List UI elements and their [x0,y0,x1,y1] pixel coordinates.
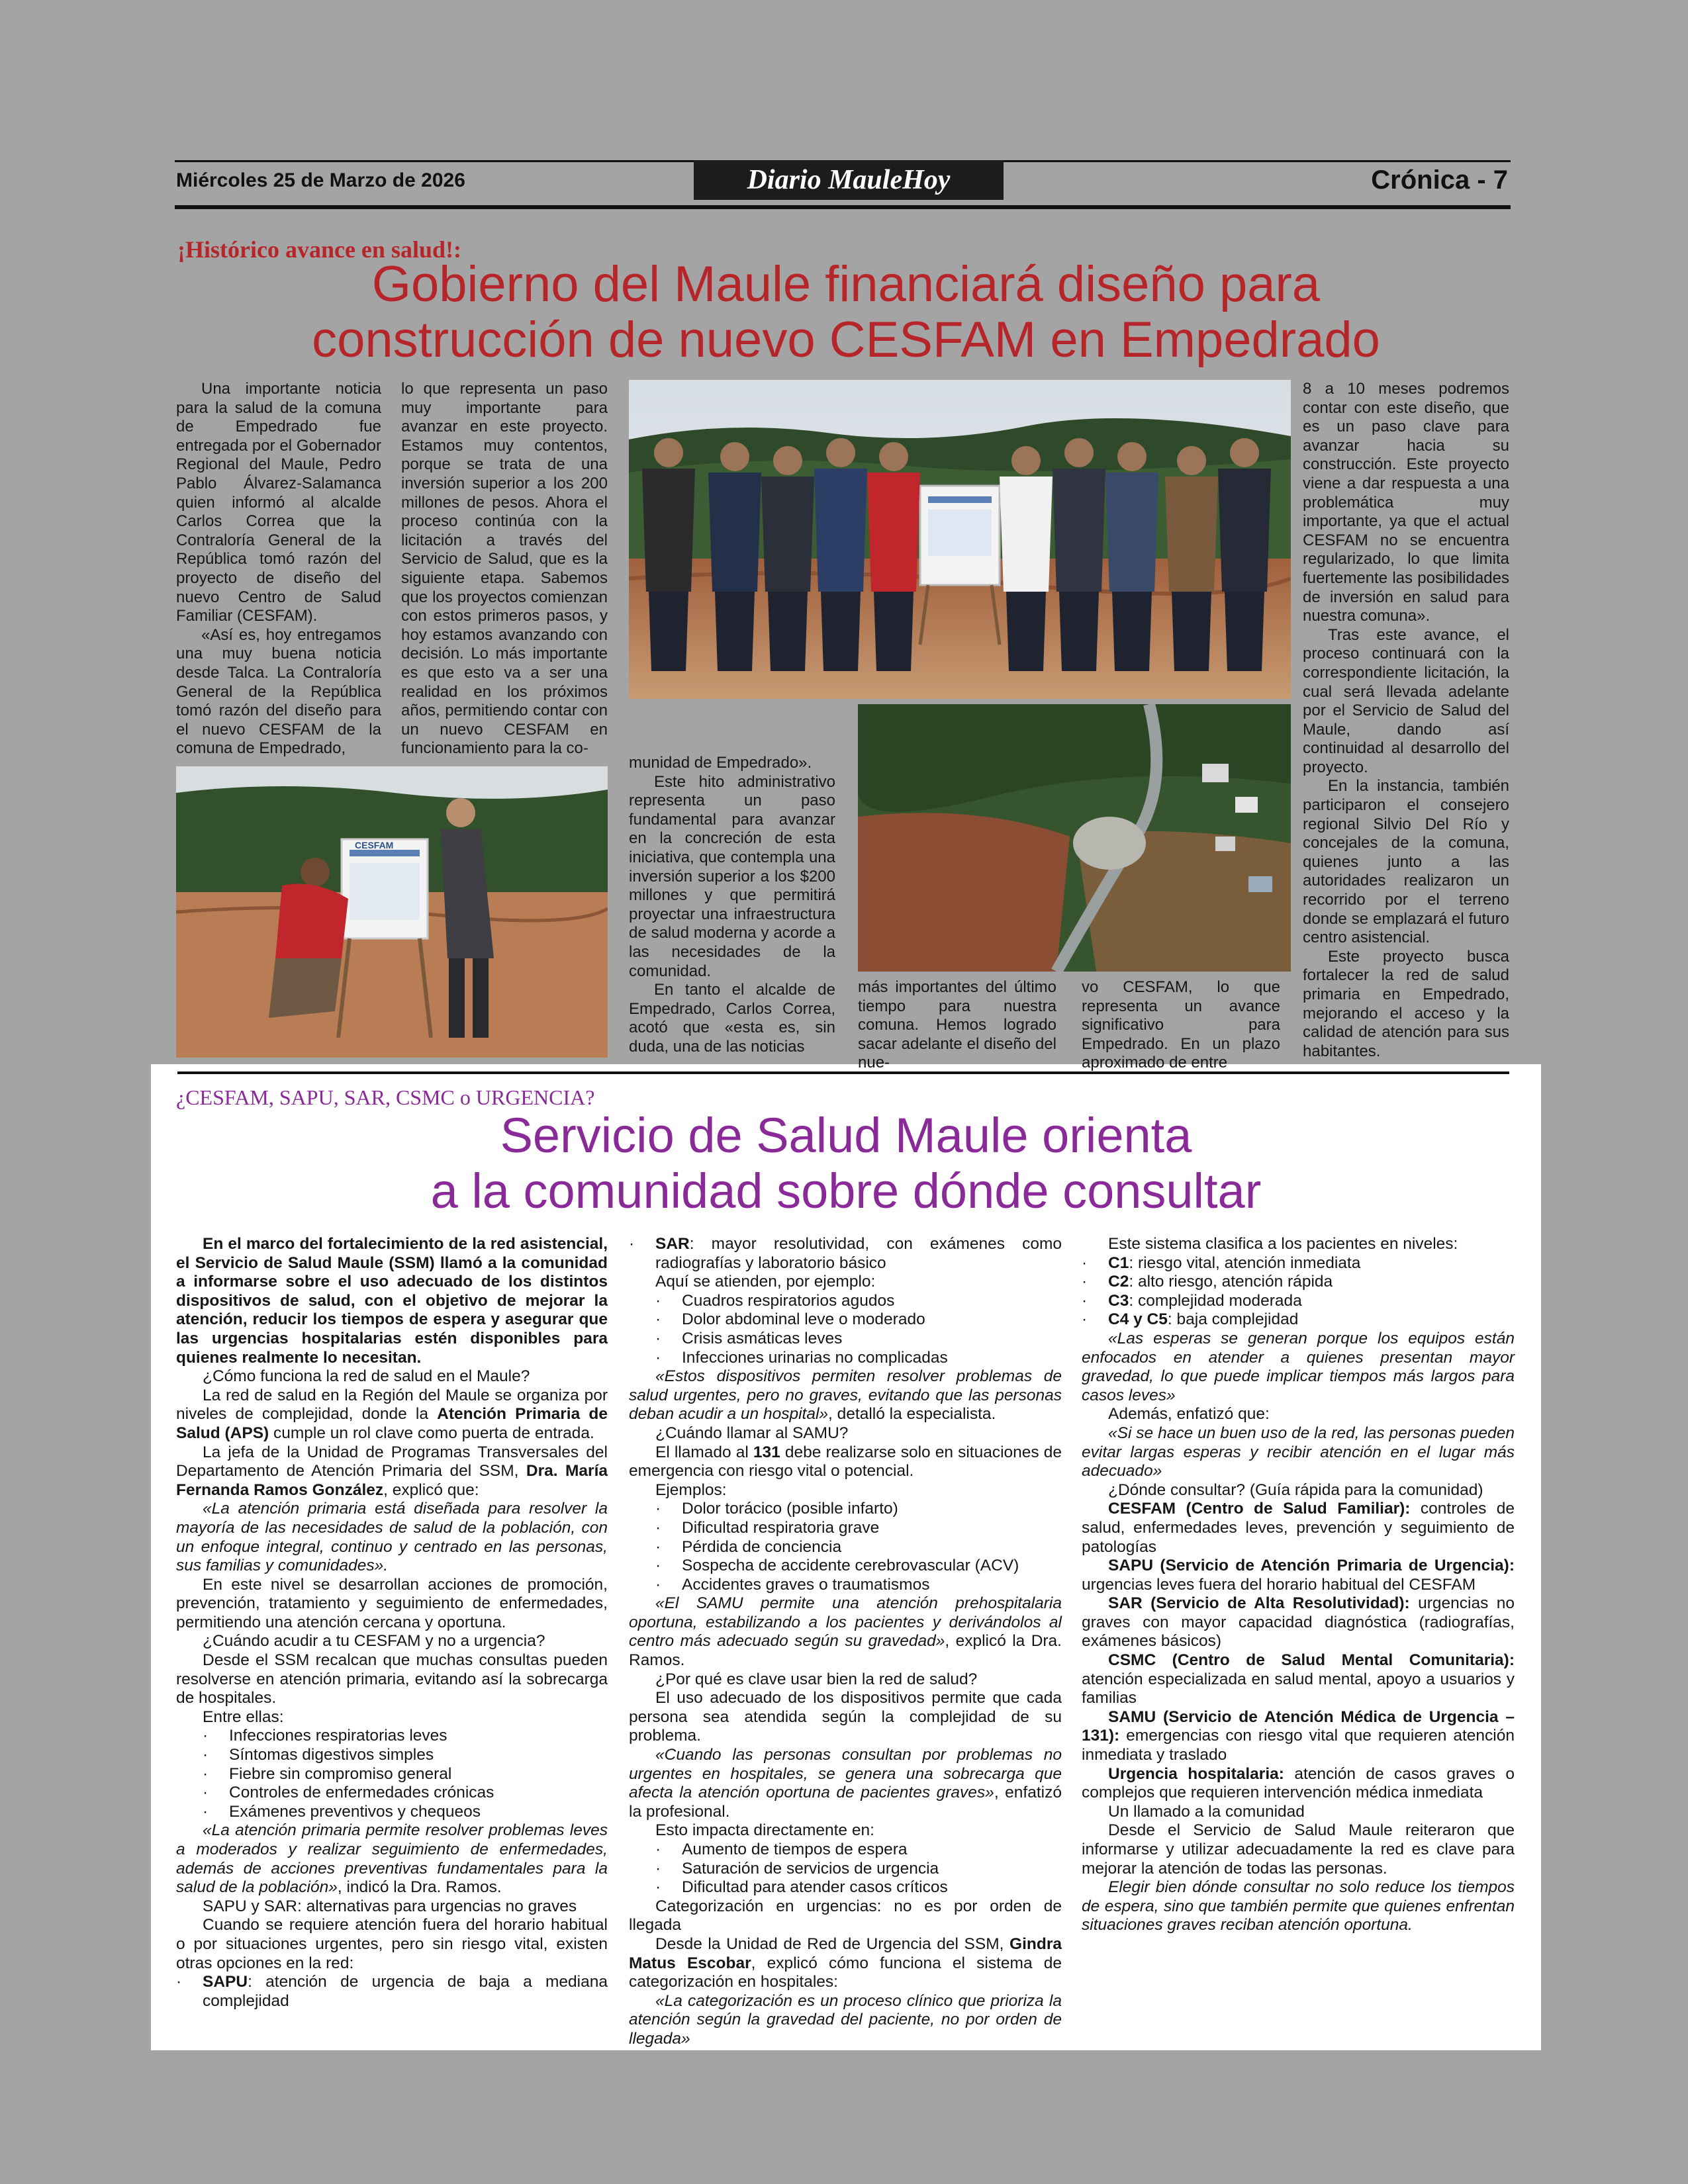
person-head [826,438,855,467]
article2-subhead: ¿Cuándo acudir a tu CESFAM y no a urgencia? [203,1632,545,1651]
article2-quote: «Estos dispositivos permiten resolver problemas de salud urgentes, pero no graves, evitando que las personas deban acudir a un hospital», detalló la especialista. [629,1367,1062,1424]
person-body [814,469,867,592]
list-item: · Dificultad respiratoria grave [629,1519,1062,1538]
guide-item: SAR (Servicio de Alta Resolutividad): urgencias no graves con mayor capacidad diagnóstica (radiografías, exámenes básicos) [1082,1594,1515,1651]
person-head [720,442,749,471]
header-rule-bottom [175,205,1511,209]
person-head [1011,446,1041,475]
article2-column-2 [629,1235,1062,2049]
group-photo [629,380,1291,699]
article2-paragraph: Ejemplos: [655,1480,727,1499]
article1-paragraph: lo que representa un paso muy importante para avanzar en este proyecto. Estamos muy contentos, porque se trata de una inversión superior a los 200 millones de pesos. Ahora el proceso continúa con la licitación a través del Servicio de Salud, que es la siguiente etapa. Sabemos que los proyectos comienzan con estos primeros pasos, y hoy estamos avanzando con decisión. Lo más importante es que esto va a ser una realidad en los próximos años, permitiendo contar con un nuevo CESFAM en funcionamiento para la co- [401,380,608,758]
article2-paragraph: Además, enfatizó que: [1108,1405,1270,1424]
person-head [1230,438,1259,467]
person-legs [821,592,861,671]
person-body [1165,477,1218,592]
header-date: Miércoles 25 de Marzo de 2026 [176,169,465,191]
person-legs [1225,592,1264,671]
article1-column-5 [1082,978,1280,1073]
signing-photo [176,766,608,1058]
person-legs [874,592,914,671]
list-item: · Dolor torácico (posible infarto) [629,1500,1062,1519]
guide-item: CESFAM (Centro de Salud Familiar): controles de salud, enfermedades leves, prevención y seguimiento de patologías [1082,1500,1515,1556]
person-legs [649,592,688,671]
article2-paragraph: Desde la Unidad de Red de Urgencia del SSM, Gindra Matus Escobar, explicó cómo funciona el sistema de categorización en hospitales: [629,1934,1062,1991]
list-item: · Crisis asmáticas leves [629,1330,1062,1349]
article1-paragraph: munidad de Empedrado». [629,754,812,772]
article1-paragraph: Este hito administrativo representa un paso fundamental para avanzar en la concreción de esta iniciativa, que contempla una inversión superior a los $200 millones y que permitirá proyectar una infraestructura de salud moderna y acorde a las necesidades de la comunidad. [629,772,835,980]
article2-headline [151,1108,1541,1219]
list-item: · Fiebre sin compromiso general [176,1765,608,1784]
list-item: · Dolor abdominal leve o moderado [629,1310,1062,1330]
newspaper-page [151,151,1541,2050]
article-separator [177,1071,1509,1074]
article2-paragraph: La red de salud en la Región del Maule se organiza por niveles de complejidad, donde la Atención Primaria de Salud (APS) cumple un rol clave como puerta de entrada. [176,1386,608,1442]
article2-kicker: ¿CESFAM, SAPU, SAR, CSMC o URGENCIA? [176,1085,595,1109]
article2-column-1 [176,1235,608,2011]
article2-paragraph: El uso adecuado de los dispositivos permite que cada persona sea atendida según la complejidad de su problema. [629,1689,1062,1745]
article1-column-2 [401,380,608,758]
article2-quote: «El SAMU permite una atención prehospitalaria oportuna, estabilizando a los pacientes y derivándolos al centro más adecuado según su gravedad», explicó la Dra. Ramos. [629,1594,1062,1670]
article2-paragraph: Desde el Servicio de Salud Maule reiteraron que informarse y utilizar adecuadamente la red es clave para mejorar la atención de todas las personas. [1082,1821,1515,1878]
article1-paragraph: Este proyecto busca fortalecer la red de salud primaria en Empedrado, mejorando el acceso y la calidad de atención para sus habitantes. [1303,947,1509,1060]
article1-paragraph: En tanto el alcalde de Empedrado, Carlos Correa, acotó que «esta es, sin duda, una de las noticias [629,981,835,1056]
guide-item: SAPU (Servicio de Atención Primaria de Urgencia): urgencias leves fuera del horario habitual del CESFAM [1082,1557,1515,1594]
level-item: · C4 y C5: baja complejidad [1082,1310,1515,1330]
article2-paragraph: La jefa de la Unidad de Programas Transversales del Departamento de Atención Primaria del SSM, Dra. María Fernanda Ramos González, explicó que: [176,1443,608,1499]
person-head [654,438,683,467]
article1-paragraph: En la instancia, también participaron el consejero regional Silvio Del Río y concejales de la comuna, quienes junto a las autoridades realizaron un recorrido por el terreno donde se emplazará el futuro centro asistencial. [1303,777,1509,947]
list-item: · Infecciones urinarias no complicadas [629,1349,1062,1368]
person-head [1064,438,1094,467]
article2-paragraph: Entre ellas: [203,1707,284,1726]
person-legs [715,592,755,671]
level-item: · C1: riesgo vital, atención inmediata [1082,1254,1515,1273]
article2-subhead: ¿Por qué es clave usar bien la red de salud? [655,1670,978,1688]
guide-item: SAMU (Servicio de Atención Médica de Urgencia – 131): emergencias con riesgo vital que requieren atención inmediata y traslado [1082,1707,1515,1764]
person-legs [1112,592,1152,671]
article1-headline-line2: construcción de nuevo CESFAM en Empedrado [312,312,1380,368]
article1-paragraph: más importantes del último tiempo para nuestra comuna. Hemos logrado sacar adelante el diseño del nue- [858,978,1056,1072]
person-body [867,473,920,592]
person-body [761,477,814,592]
person-head [1177,446,1206,475]
person-body [1053,469,1105,592]
article2-quote: «Si se hace un buen uso de la red, las personas pueden evitar largas esperas y recibir atención en el lugar más adecuado» [1082,1424,1515,1480]
person-body [1105,473,1158,592]
article1-paragraph: 8 a 10 meses podremos contar con este diseño, que es un paso clave para avanzar hacia su construcción. Este proyecto viene a dar respuesta a una problemática muy importante, ya que el actual CESFAM no se encuentra regularizado, lo que limita fuertemente las posibilidades de inversión en salud para nuestra comuna». [1303,380,1509,625]
list-item: · Cuadros respiratorios agudos [629,1292,1062,1311]
article2-quote: «La categorización es un proceso clínico que prioriza la atención según la gravedad del paciente, no por orden de llegada» [629,1991,1062,2048]
article1-column-3 [629,754,835,1057]
aerial-photo [858,704,1291,972]
list-item: · Sospecha de accidente cerebrovascular (ACV) [629,1557,1062,1576]
masthead-logo: Diario MauleHoy [694,160,1004,200]
article2-quote: «La atención primaria permite resolver problemas leves a moderados y realizar seguimiento de enfermedades, además de acciones preventivas fundamentales para la salud de la población», indicó la Dra. Ramos. [176,1821,608,1897]
list-item: · Exámenes preventivos y chequeos [176,1803,608,1822]
sign-text: CESFAM [355,840,394,850]
article2-paragraph: El llamado al 131 debe realizarse solo en situaciones de emergencia con riesgo vital o potencial. [629,1443,1062,1480]
article2-quote: «Cuando las personas consultan por problemas no urgentes en hospitales, se genera una sobrecarga que afecta la atención oportuna de pacientes graves», enfatizó la profesional. [629,1746,1062,1821]
article2-subhead: SAPU y SAR: alternativas para urgencias no graves [203,1897,577,1915]
list-item: · SAPU: atención de urgencia de baja a mediana complejidad [176,1973,608,2011]
article2-headline-line2: a la comunidad sobre dónde consultar [430,1163,1262,1218]
article2-paragraph: Cuando se requiere atención fuera del horario habitual o por situaciones urgentes, pero sin riesgo vital, existen otras opciones en la red: [176,1916,608,1972]
article2-paragraph: Este sistema clasifica a los pacientes en niveles: [1108,1235,1458,1253]
article1-paragraph: «Así es, hoy entregamos una muy buena noticia desde Talca. La Contraloría General de la República tomó razón del diseño para el nuevo CESFAM de la comuna de Empedrado, [176,625,381,758]
article1-column-4 [858,978,1056,1073]
person-head [773,446,802,475]
guide-item: CSMC (Centro de Salud Mental Comunitaria): atención especializada en salud mental, apoyo a usuarios y familias [1082,1651,1515,1707]
article1-headline [151,257,1541,368]
list-item: · Accidentes graves o traumatismos [629,1576,1062,1595]
person-head [879,442,908,471]
person-body [1218,469,1271,592]
article2-lead: En el marco del fortalecimiento de la red asistencial, el Servicio de Salud Maule (SSM) llamó a la comunidad a informarse sobre el uso adecuado de los distintos dispositivos de salud, con el objetivo de mejorar la atención, reducir los tiempos de espera y asegurar que las urgencias hospitalarias estén disponibles para quienes realmente lo necesitan. [176,1235,608,1367]
article2-quote: «La atención primaria está diseñada para resolver la mayoría de las necesidades de salud de la población, con un enfoque integral, continuo y centrado en las personas, sus familias y comunidades». [176,1500,608,1575]
list-item: · Pérdida de conciencia [629,1538,1062,1557]
person-legs [1006,592,1046,671]
article2-subhead: ¿Cuándo llamar al SAMU? [655,1424,849,1442]
article2-paragraph: Aquí se atienden, por ejemplo: [655,1273,876,1291]
level-item: · C2: alto riesgo, atención rápida [1082,1273,1515,1292]
article1-headline-line1: Gobierno del Maule financiará diseño para [371,256,1321,312]
article1-paragraph: Tras este avance, el proceso continuará con la correspondiente licitación, la cual será llevada adelante por el Servicio de Salud del Maule, dando así continuidad al desarrollo del proyecto. [1303,625,1509,776]
article2-closing: Elegir bien dónde consultar no solo reduce los tiempos de espera, sino que también permite que quienes enfrentan situaciones graves reciban atención oportuna. [1082,1878,1515,1934]
person-head [1117,442,1147,471]
article2-paragraph: En este nivel se desarrollan acciones de promoción, prevención, tratamiento y seguimiento de enfermedades, permitiendo una atención cercana y oportuna. [176,1575,608,1631]
list-item: · Saturación de servicios de urgencia [629,1860,1062,1879]
article2-quote: «Las esperas se generan porque los equipos están enfocados en atender a quienes presentan mayor gravedad, lo que puede implicar tiempos más largos para casos leves» [1082,1329,1515,1404]
article2-subhead: Un llamado a la comunidad [1108,1802,1305,1821]
article2-column-3 [1082,1235,1515,1935]
article1-paragraph: vo CESFAM, lo que representa un avance significativo para Empedrado. En un plazo aproximado de entre [1082,978,1280,1072]
article2-paragraph: Desde el SSM recalcan que muchas consultas pueden resolverse en atención primaria, evitando así la sobrecarga de hospitales. [176,1651,608,1707]
person-body [1000,477,1053,592]
person-body [642,469,695,592]
article2-headline-line1: Servicio de Salud Maule orienta [500,1108,1192,1163]
article1-column-1 [176,380,381,758]
person-legs [1172,592,1211,671]
article1-kicker: ¡Histórico avance en salud!: [177,236,461,263]
article1-column-6 [1303,380,1509,1061]
list-item: · Infecciones respiratorias leves [176,1727,608,1746]
level-item: · C3: complejidad moderada [1082,1292,1515,1311]
list-item: · Controles de enfermedades crónicas [176,1784,608,1803]
list-item: · Aumento de tiempos de espera [629,1841,1062,1860]
list-item: · Síntomas digestivos simples [176,1746,608,1765]
article1-paragraph: Una importante noticia para la salud de la comuna de Empedrado fue entregada por el Gobernador Regional del Maule, Pedro Pablo Álvarez-Salamanca quien informó al alcalde Carlos Correa que la Contraloría General de la República tomó razón del proyecto de diseño del nuevo Centro de Salud Familiar (CESFAM). [176,380,381,625]
person-legs [1059,592,1099,671]
header-section-page: Crónica - 7 [1371,165,1508,195]
article2-subhead: ¿Dónde consultar? (Guía rápida para la comunidad) [1108,1480,1483,1499]
person-legs [768,592,808,671]
article2-subhead: ¿Cómo funciona la red de salud en el Maule? [203,1367,530,1386]
article2-subhead: Categorización en urgencias: no es por orden de llegada [629,1897,1062,1934]
article2-paragraph: Esto impacta directamente en: [655,1821,874,1840]
list-item: · SAR: mayor resolutividad, con exámenes como radiografías y laboratorio básico [629,1235,1062,1273]
person-body [708,473,761,592]
list-item: · Dificultad para atender casos críticos [629,1878,1062,1897]
guide-item: Urgencia hospitalaria: atención de casos graves o complejos que requieren intervención médica inmediata [1082,1764,1515,1802]
